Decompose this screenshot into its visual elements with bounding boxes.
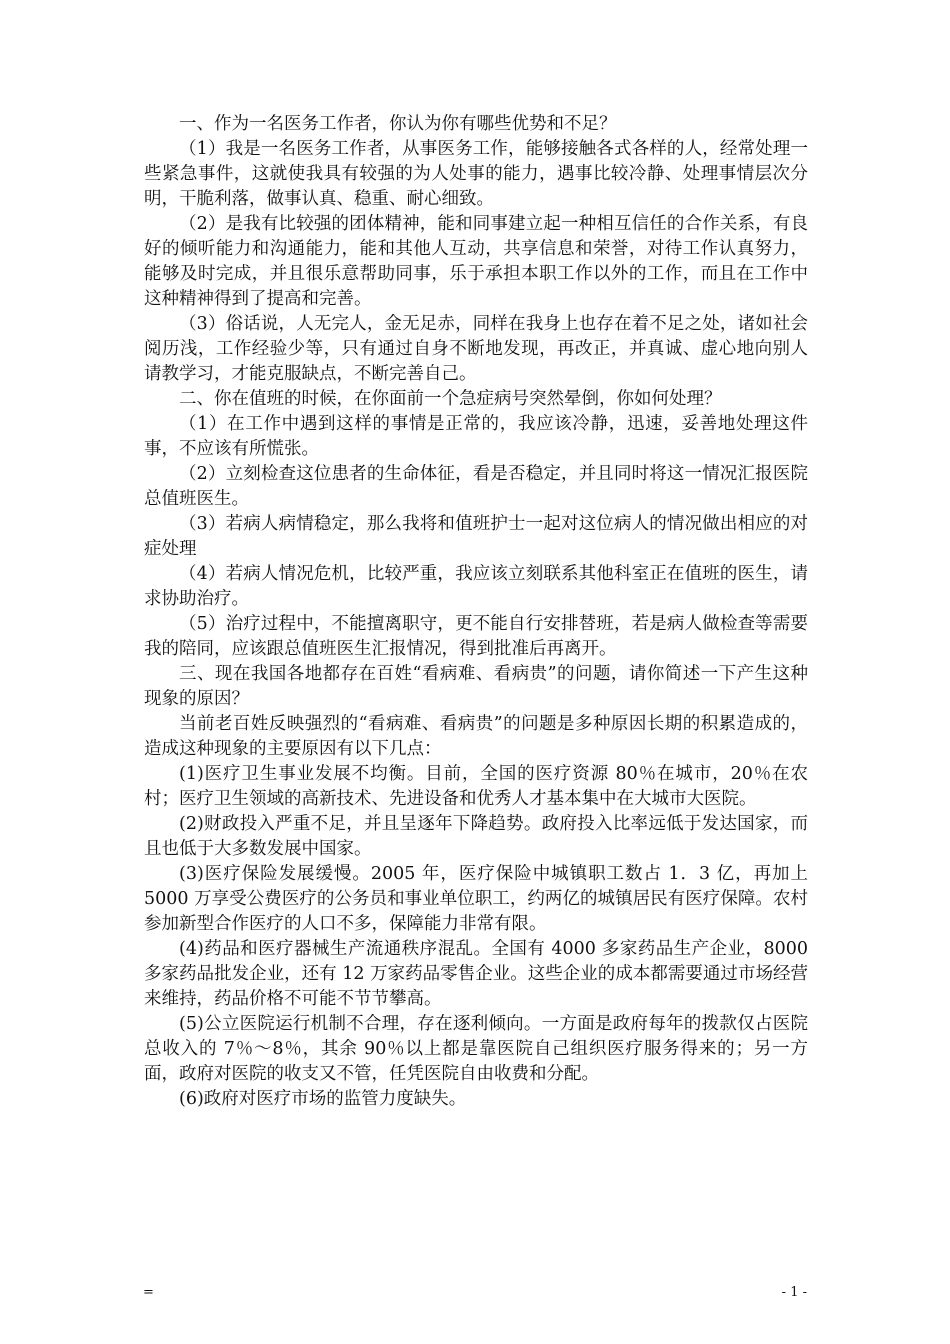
page-number: - 1 -: [781, 1285, 807, 1300]
heading-question-1: 一、作为一名医务工作者，你认为你有哪些优势和不足？: [179, 114, 617, 134]
document-body: [144, 112, 808, 1112]
paragraph: (6)政府对医疗市场的监管力度缺失。: [179, 1089, 467, 1109]
paragraph: (4)药品和医疗器械生产流通秩序混乱。全国有 4000 多家药品生产企业，8000 多家药品批发企业，还有 12 万家药品零售企业。这些企业的成本都需要通过市场经营来维持，药品价格不可能不节节攀高。: [144, 939, 808, 1009]
heading-question-2: 二、你在值班的时候，在你面前一个急症病号突然晕倒，你如何处理？: [179, 389, 722, 409]
paragraph: （2）是我有比较强的团体精神，能和同事建立起一种相互信任的合作关系，有良好的倾听能力和沟通能力，能和其他人互动，共享信息和荣誉，对待工作认真努力，能够及时完成，并且很乐意帮助同事，乐于承担本职工作以外的工作，而且在工作中这种精神得到了提高和完善。: [144, 214, 808, 309]
paragraph: （4）若病人情况危机，比较严重，我应该立刻联系其他科室正在值班的医生，请求协助治疗。: [144, 564, 808, 609]
paragraph: （3）俗话说，人无完人，金无足赤，同样在我身上也存在着不足之处，诸如社会阅历浅，工作经验少等，只有通过自身不断地发现，再改正，并真诚、虚心地向别人请教学习，才能克服缺点，不断完善自己。: [144, 314, 808, 384]
paragraph: （5）治疗过程中，不能擅离职守，更不能自行安排替班，若是病人做检查等需要我的陪同，应该跟总值班医生汇报情况，得到批准后再离开。: [144, 614, 808, 659]
paragraph: (5)公立医院运行机制不合理，存在逐利倾向。一方面是政府每年的拨款仅占医院总收入的 7％～8％，其余 90％以上都是靠医院自己组织医疗服务得来的；另一方面，政府对医院的收支又不管，任凭医院自由收费和分配。: [144, 1014, 808, 1084]
paragraph: (1)医疗卫生事业发展不均衡。目前，全国的医疗资源 80％在城市，20％在农村；医疗卫生领域的高新技术、先进设备和优秀人才基本集中在大城市大医院。: [144, 764, 808, 809]
footer-mark: =: [143, 1285, 154, 1300]
paragraph: （1）我是一名医务工作者，从事医务工作，能够接触各式各样的人，经常处理一些紧急事件，这就使我具有较强的为人处事的能力，遇事比较冷静、处理事情层次分明，干脆利落，做事认真、稳重、耐心细致。: [144, 139, 808, 209]
paragraph: (2)财政投入严重不足，并且呈逐年下降趋势。政府投入比率远低于发达国家，而且也低于大多数发展中国家。: [144, 814, 808, 859]
paragraph: 当前老百姓反映强烈的“看病难、看病贵”的问题是多种原因长期的积累造成的，造成这种现象的主要原因有以下几点：: [144, 714, 808, 759]
paragraph: （1）在工作中遇到这样的事情是正常的，我应该冷静，迅速，妥善地处理这件事，不应该有所慌张。: [144, 414, 808, 459]
paragraph: （3）若病人病情稳定，那么我将和值班护士一起对这位病人的情况做出相应的对症处理: [144, 514, 808, 559]
heading-question-3: 三、现在我国各地都存在百姓“看病难、看病贵”的问题，请你简述一下产生这种现象的原因？: [144, 664, 808, 709]
paragraph: （2）立刻检查这位患者的生命体征，看是否稳定，并且同时将这一情况汇报医院总值班医生。: [144, 464, 808, 509]
paragraph: (3)医疗保险发展缓慢。2005 年，医疗保险中城镇职工数占 1．3 亿，再加上 5000 万享受公费医疗的公务员和事业单位职工，约两亿的城镇居民有医疗保障。农村参加新型合作医疗的人口不多，保障能力非常有限。: [144, 864, 808, 934]
